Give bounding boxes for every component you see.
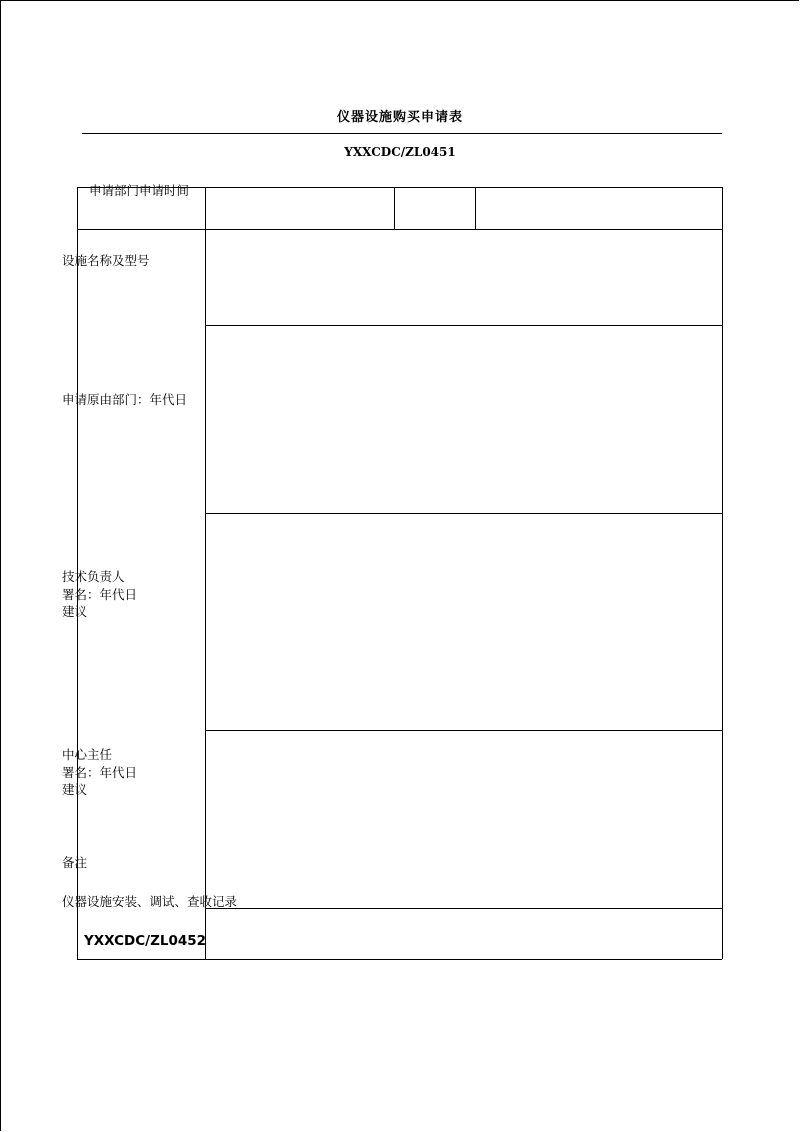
row-divider-1 <box>77 229 722 230</box>
label-device-name: 设施名称及型号 <box>62 253 150 268</box>
next-form-code: YXXCDC/ZL0452 <box>84 933 207 949</box>
label-remarks: 备注 <box>62 855 88 870</box>
label-tech-signature: 署名：年代日 <box>62 587 138 602</box>
row-divider-3 <box>205 513 722 514</box>
title-divider <box>82 133 722 134</box>
header-cell-divider-2 <box>475 187 476 229</box>
label-install-record: 仪器设施安装、调试、查收记录 <box>62 894 238 909</box>
label-reason: 申请原由部门：年代日 <box>62 392 188 407</box>
form-code: YXXCDC/ZL0451 <box>344 145 456 159</box>
form-title: 仪器设施购买申请表 <box>336 110 463 125</box>
label-tech-head: 技术负责人 <box>62 569 125 584</box>
label-center-opinion: 建议 <box>62 782 88 797</box>
row-divider-4 <box>205 730 722 731</box>
row-divider-5 <box>205 908 722 909</box>
table-border-right <box>722 187 723 959</box>
label-center-signature: 署名：年代日 <box>62 765 138 780</box>
label-tech-opinion: 建议 <box>62 604 88 619</box>
label-dept-time: 申请部门申请时间 <box>89 183 190 198</box>
table-border-bottom <box>77 959 722 960</box>
header-cell-divider-1 <box>394 187 395 229</box>
row-divider-2 <box>205 325 722 326</box>
label-column-divider <box>205 187 206 959</box>
label-center-director: 中心主任 <box>62 747 113 762</box>
